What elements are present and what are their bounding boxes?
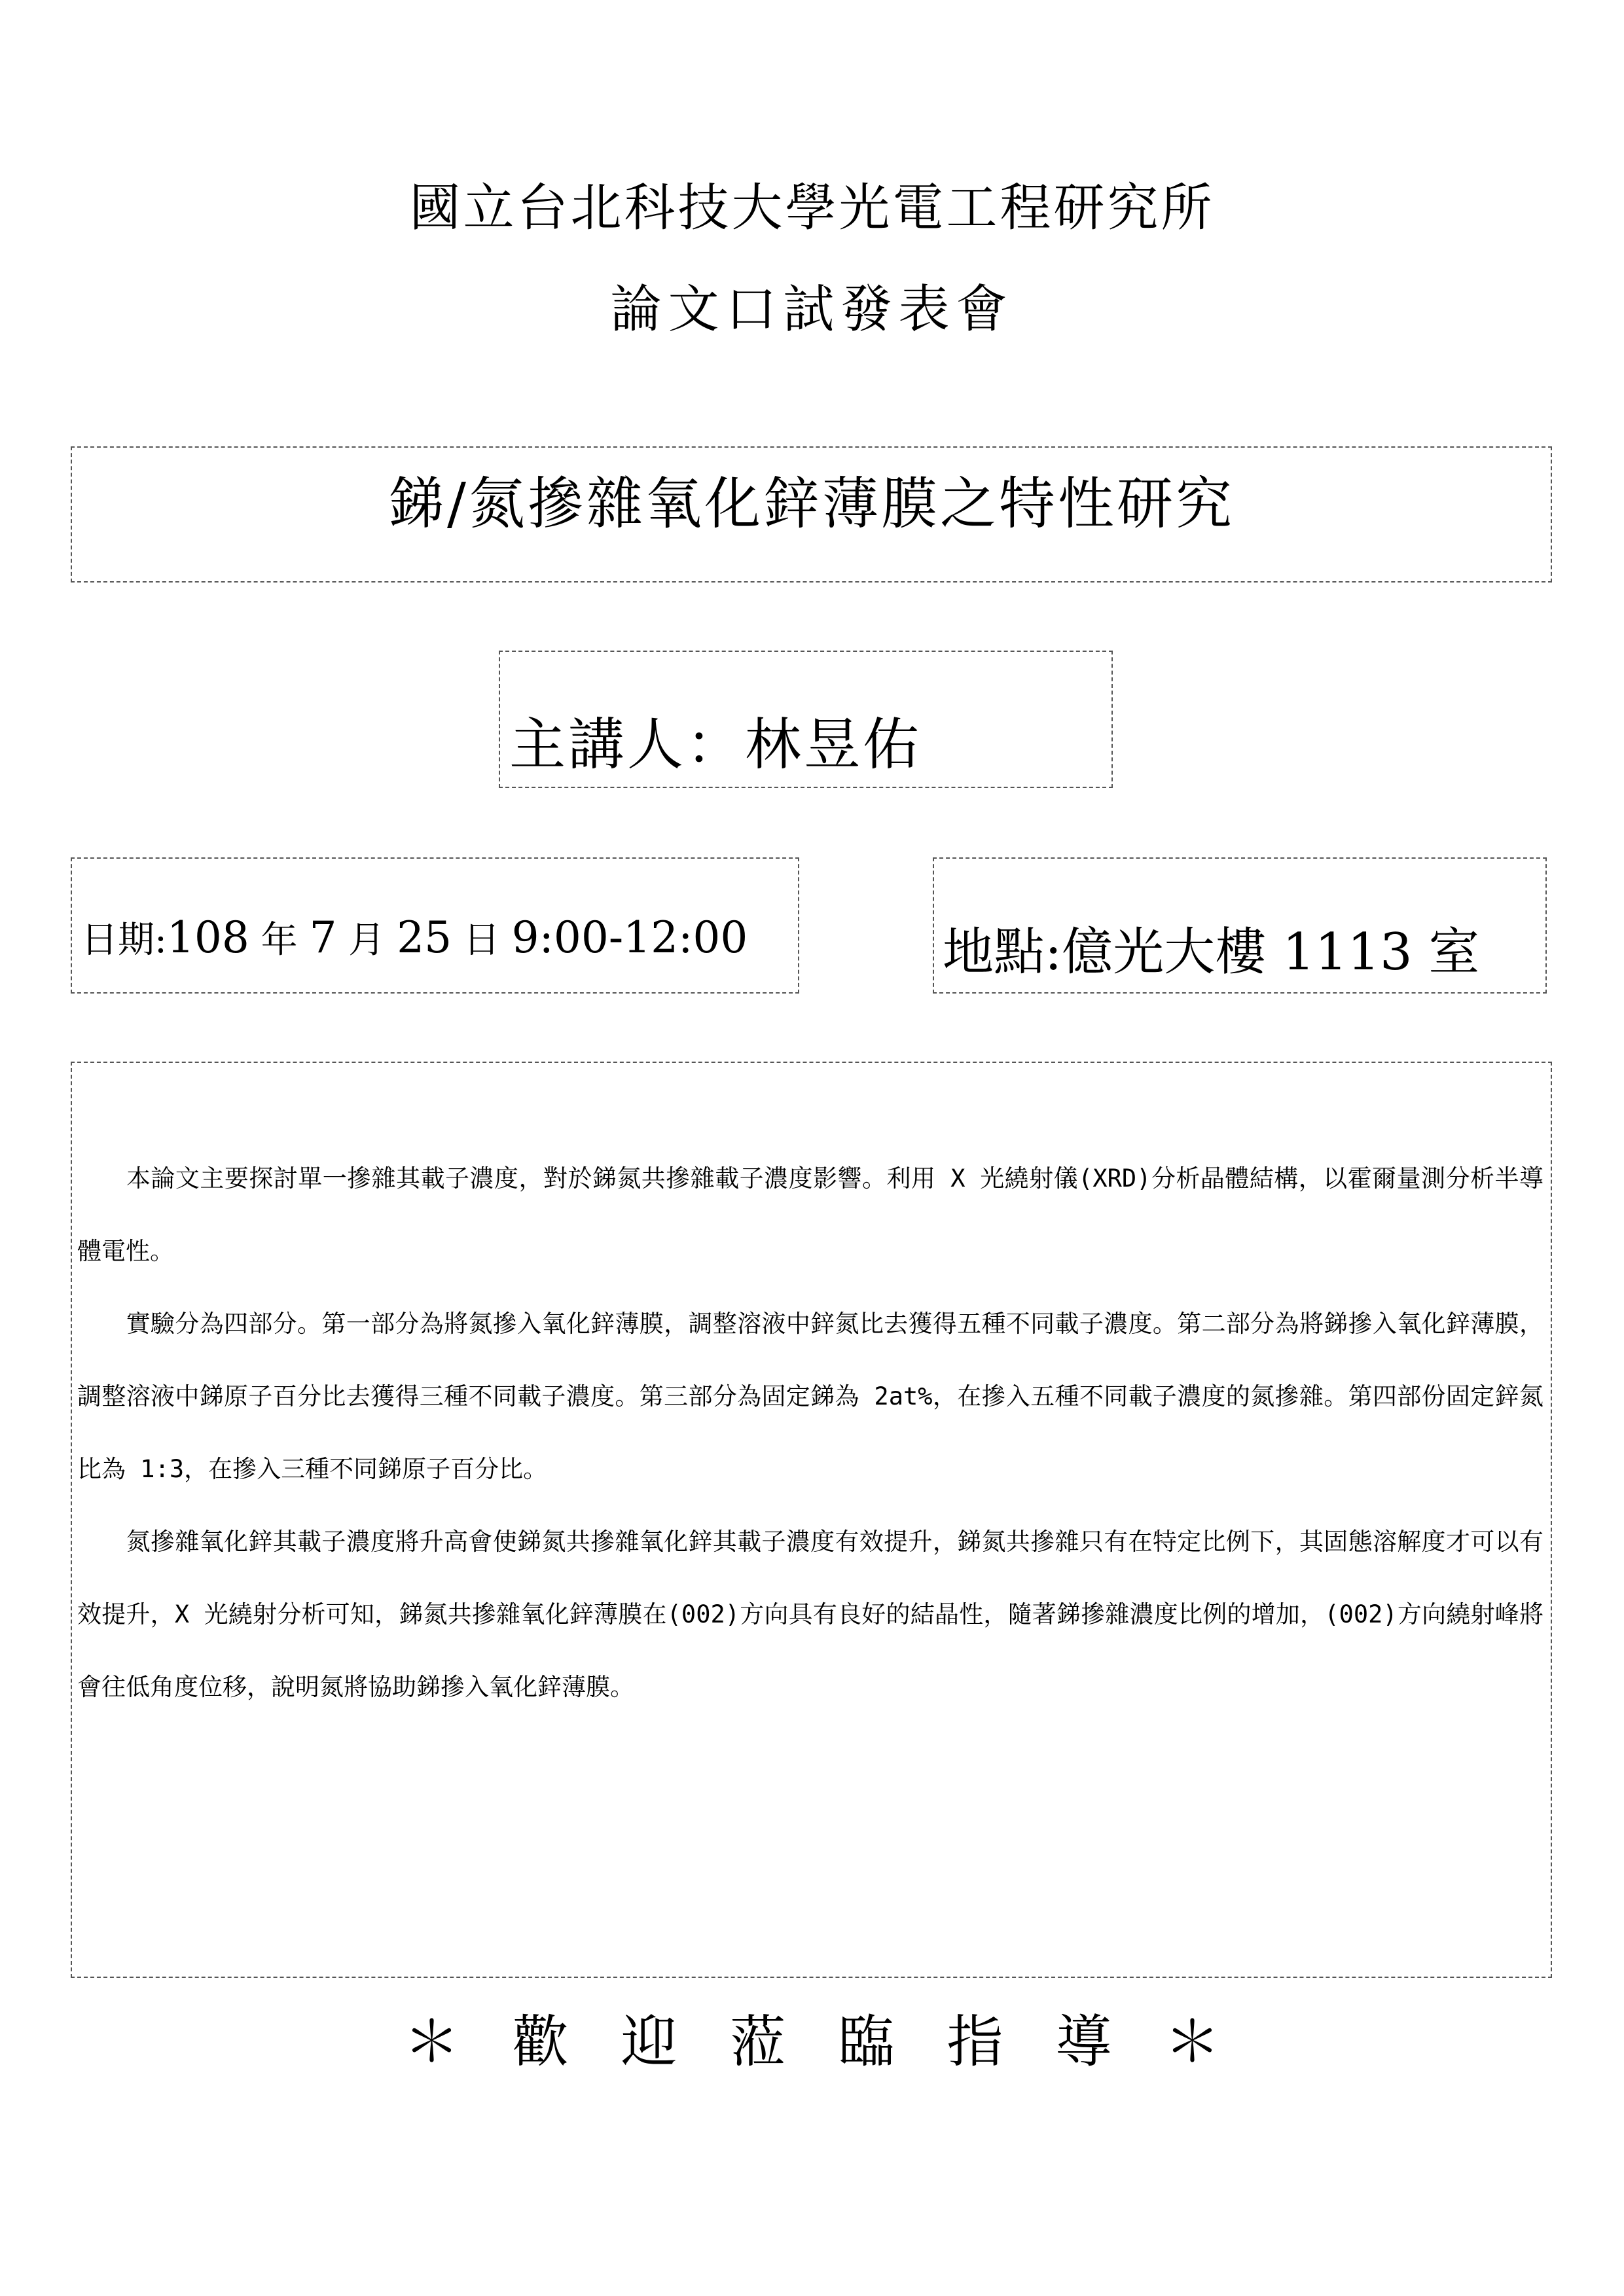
date-label: 日期: (81, 919, 167, 961)
event-name: 論文口試發表會 (610, 280, 1014, 339)
place: 地點:億光大樓 1113 室 (943, 923, 1480, 982)
welcome-char: 歡 (512, 2009, 569, 2075)
date-month-unit: 月 (336, 919, 397, 961)
welcome-char: 導 (1055, 2009, 1112, 2075)
welcome-char: 迎 (621, 2009, 677, 2075)
speaker: 主講人：林昱佑 (509, 712, 922, 778)
institute-name: 國立台北科技大學光電工程研究所 (409, 179, 1215, 238)
date-day-unit: 日 (452, 919, 512, 961)
thesis-title: 銻/氮摻雜氧化鋅薄膜之特性研究 (388, 471, 1235, 537)
abstract-paragraph-3: 氮摻雜氧化鋅其載子濃度將升高會使銻氮共摻雜氧化鋅其載子濃度有效提升，銻氮共摻雜只有在特定比例下，其固態溶解度才可以有效提升，X 光繞射分析可知，銻氮共摻雜氧化鋅薄膜在(002)方向具有良好的結晶性，隨著銻摻雜濃度比例的增加，(002)方向繞射峰將會往低角度位移，說明氮將協助銻摻入氧化鋅薄膜。 (77, 1528, 1543, 1701)
abstract-paragraph-2: 實驗分為四部分。第一部分為將氮摻入氧化鋅薄膜，調整溶液中鋅氮比去獲得五種不同載子濃度。第二部分為將銻摻入氧化鋅薄膜，調整溶液中銻原子百分比去獲得三種不同載子濃度。第三部分為固定銻為 2at%，在摻入五種不同載子濃度的氮摻雜。第四部份固定鋅氮比為 1:3，在摻入三種不同銻原子百分比。 (77, 1310, 1543, 1483)
date-day: 25 (397, 912, 452, 963)
date-month: 7 (309, 912, 337, 963)
abstract-paragraph-1: 本論文主要探討單一摻雜其載子濃度，對於銻氮共摻雜載子濃度影響。利用 X 光繞射儀(XRD)分析晶體結構，以霍爾量測分析半導體電性。 (77, 1164, 1543, 1265)
welcome-char: 蒞 (729, 2009, 786, 2075)
date-year-unit: 年 (249, 919, 310, 961)
welcome-banner (0, 1996, 1624, 2077)
welcome-char: 指 (947, 2009, 1003, 2075)
date-year: 108 (166, 912, 249, 963)
asterisk-icon: ＊ (1164, 2009, 1221, 2075)
welcome-char: 臨 (838, 2009, 895, 2075)
abstract (77, 1142, 1543, 1723)
date-time (81, 911, 748, 963)
date-time-range: 9:00-12:00 (511, 912, 748, 963)
asterisk-icon: ＊ (403, 2009, 460, 2075)
